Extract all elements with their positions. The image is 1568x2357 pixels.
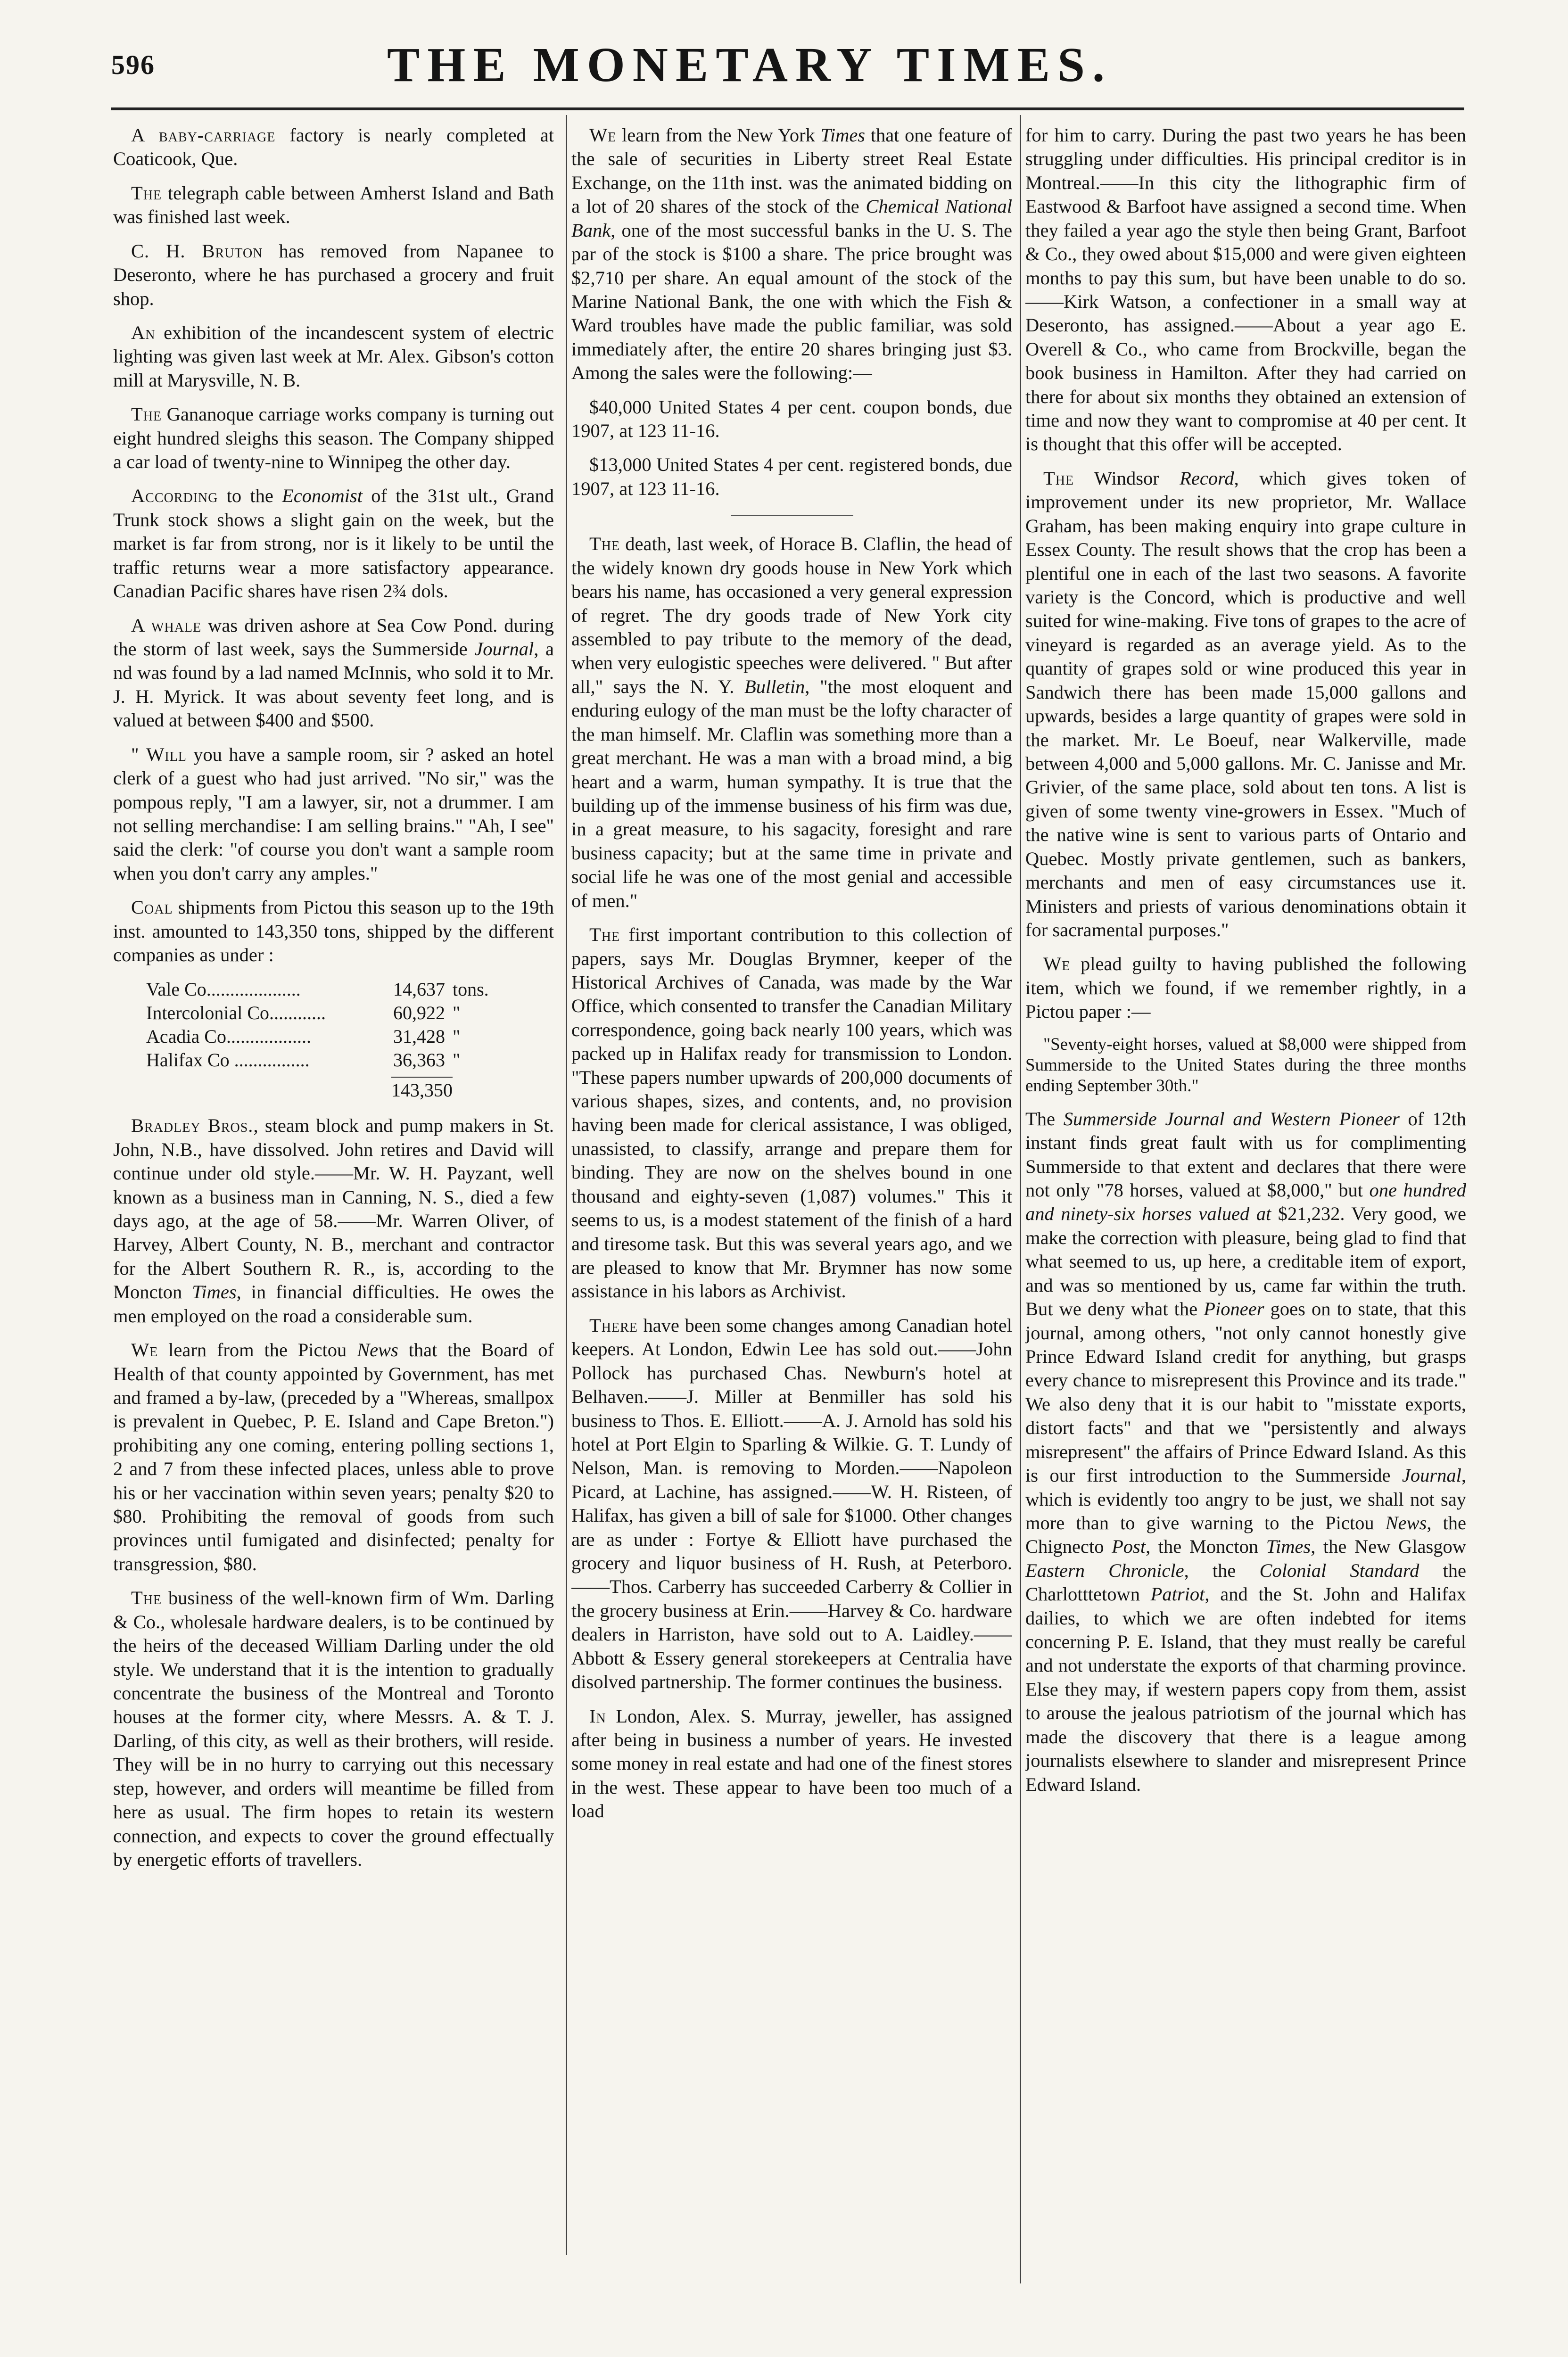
article-paragraph: A whale was driven ashore at Sea Cow Pond. during the storm of last week, says the Summerside Journal, a nd was found by a lad named McInnis, who sold it to Mr. J. H. Myrick. It was about seventy feet long, and is valued at between $400 and $500.: [113, 614, 554, 731]
article-paragraph: An exhibition of the incandescent system of electric lighting was given last week at Mr. Alex. Gibson's cotton mill at Marysville, N. B.: [113, 321, 554, 391]
article-paragraph: The first important contribution to this collection of papers, says Mr. Douglas Brymner, keeper of the Historical Archives of Canada, was made by the War Office, which consented to transfer the Canadian Military correspondence, going back nearly 100 years, which was packed up in Halifax ready for transmission to London. "These papers number upwards of 200,000 documents of various shapes, sizes, and contents, and, no provision having been made for clerical assistance, I was obliged, unassisted, to classify, arrange and prepare them for binding. They are now on the shelves bound in one thousand and eighty-seven (1,087) volumes." This it seems to us, is a modest statement of the finish of a hard and tiresome task. But this was several years ago, and we are pleased to know that Mr. Brymner has now some assistance in his labors as Archivist.: [571, 924, 1012, 1302]
article-paragraph: In London, Alex. S. Murray, jeweller, has assigned after being in business a number of years. He invested some money in real estate and had one of the finest stores in the west. These appear to have been too much of a load: [571, 1705, 1012, 1822]
article-paragraph: The Windsor Record, which gives token of improvement under its new proprietor, Mr. Wallace Graham, has been making enquiry into grape culture in Essex County. The result shows that the crop has been a plentiful one in each of the last two seasons. A favorite variety is the Concord, which is productive and well suited for wine-making. Five tons of grapes to the acre of vineyard is regarded as an average yield. As to the quantity of grapes sold or wine produced this year in Sandwich there has been made 15,000 gallons and upwards, besides a large quantity of grapes were sold in the market. Mr. Le Boeuf, near Walkerville, made between 4,000 and 5,000 gallons. Mr. C. Janisse and Mr. Grivier, of the same place, sold about ten tons. A list is given of some twenty vine-growers in Essex. "Much of the native wine is sent to various parts of Ontario and Quebec. Mostly private gentlemen, such as bankers, merchants and men of easy circumstances use it. Ministers and priests of various denominations obtain it for sacramental purposes.": [1025, 467, 1466, 940]
article-paragraph: The Gananoque carriage works company is turning out eight hundred sleighs this season. The Company shipped a car load of twenty-nine to Winnipeg the other day.: [113, 404, 554, 473]
coal-total: 143,350: [113, 1079, 554, 1102]
coal-shipments-table: [146, 978, 504, 1072]
article-paragraph: A baby-carriage factory is nearly completed at Coaticook, Que.: [113, 124, 554, 170]
page-number: 596: [111, 49, 155, 80]
article-paragraph: There have been some changes among Canadian hotel keepers. At London, Edwin Lee has sold out.——John Pollock has purchased Chas. Newburn's hotel at Belhaven.——J. Miller at Benmiller has sold his business to Thos. E. Elliott.——A. J. Arnold has sold his hotel at Port Elgin to Sparling & Wilkie. G. T. Lundy of Nelson, Man. is removing to Morden.——Napoleon Picard, at Lachine, has assigned.——W. H. Risteen, of Halifax, has given a bill of sale for $1000. Other changes are as under : Fortye & Elliott have purchased the grocery and liquor business of H. Rush, at Peterboro.——Thos. Carberry has succeeded Carberry & Collier in the grocery business at Erin.——Harvey & Co. hardware dealers in Harriston, have sold out to A. Laidley.——Abbott & Essery general storekeepers at Centralia have disolved partnership. The former continues the business.: [571, 1314, 1012, 1693]
article-paragraph: We learn from the New York Times that one feature of the sale of securities in Liberty street Real Estate Exchange, on the 11th inst. was the animated bidding on a lot of 20 shares of the stock of the Chemical National Bank, one of the most successful banks in the U. S. The par of the stock is $100 a share. The price brought was $2,710 per share. An equal amount of the stock of the Marine National Bank, the one with which the Fish & Ward troubles have made the public familiar, was sold immediately after, the entire 20 shares bringing just $3. Among the sales were the following:—: [571, 124, 1012, 384]
article-paragraph: " Will you have a sample room, sir ? asked an hotel clerk of a guest who had just arrived. "No sir," was the pompous reply, "I am a lawyer, sir, not a drummer. I am not selling merchandise: I am selling brains." "Ah, I see" said the clerk: "of course you don't want a sample room when you don't carry any amples.": [113, 743, 554, 884]
article-paragraph: for him to carry. During the past two years he has been struggling under difficulties. His principal creditor is in Montreal.——In this city the lithographic firm of Eastwood & Barfoot have assigned a second time. When they failed a year ago the style then being Grant, Barfoot & Co., they owed about $15,000 and were given eighteen months to pay this sum, but have been unable to do so.——Kirk Watson, a confectioner in a small way at Deseronto, has assigned.——About a year ago E. Overell & Co., who came from Brockville, began the book business in Hamilton. After they had carried on there for about six months they obtained an extension of time and now they want to compromise at 40 per cent. It is thought that this offer will be accepted.: [1025, 124, 1466, 455]
column-2: [571, 124, 1012, 2283]
article-paragraph: The death, last week, of Horace B. Claflin, the head of the widely known dry goods house in New York which bears his name, has occasioned a very general expression of regret. The dry goods trade of New York city assembled to pay tribute to the memory of the dead, when very eulogistic speeches were delivered. " But after all," says the N. Y. Bulletin, "the most eloquent and enduring eulogy of the man must be the lofty character of the man himself. Mr. Claflin was something more than a great merchant. He was a man with a broad mind, a big heart and a warm, human sympathy. It is true that the building up of the immense business of his firm was due, in a great measure, to his sagacity, foresight and rare business capacity; but at the same time in private and social life he was one of the most genial and accessible of men.": [571, 533, 1012, 911]
column-divider: [566, 115, 567, 2255]
table-row: Acadia Co.................. 31,428 ": [146, 1025, 461, 1047]
article-paragraph: Coal shipments from Pictou this season up to the 19th inst. amounted to 143,350 tons, shipped by the different companies as under :: [113, 897, 554, 966]
article-paragraph: The telegraph cable between Amherst Island and Bath was finished last week.: [113, 182, 554, 228]
article-paragraph: The business of the well-known firm of Wm. Darling & Co., wholesale hardware dealers, is to be continued by the heirs of the deceased William Darling under the old style. We understand that it is the intention to gradually concentrate the business of the Montreal and Toronto houses at the former city, where Messrs. A. & T. J. Darling, of this city, as well as their brothers, will reside. They will be in no hurry to carrying out this necessary step, however, and orders will meantime be filled from here as usual. The firm hopes to retain its western connection, and expects to cover the ground effectually by energetic efforts of travellers.: [113, 1587, 554, 1870]
article-paragraph: $13,000 United States 4 per cent. registered bonds, due 1907, at 123 11-16.: [571, 454, 1012, 499]
article-paragraph: The Summerside Journal and Western Pioneer of 12th instant finds great fault with us for complimenting Summerside to that extent and declares that there were not only "78 horses, valued at $8,000," but one hundred and ninety-six horses valued at $21,232. Very good, we make the correction with pleasure, being glad to find that what seemed to us, up here, a creditable item of export, and was so mentioned by us, came far within the truth. But we deny what the Pioneer goes on to state, that this journal, among others, "not only cannot honestly give Prince Edward Island credit for anything, but grasps every chance to misrepresent this Province and its trade." We also deny that it is our habit to "misstate exports, distort facts" and that we "persistently and always misrepresent" the affairs of Prince Edward Island. As this is our first introduction to the Summerside Journal, which is evidently too angry to be just, we shall not say more than to give warning to the Pictou News, the Chignecto Post, the Moncton Times, the New Glasgow Eastern Chronicle, the Colonial Standard the Charlotttetown Patriot, and the St. John and Halifax dailies, to which we are often indebted for items concerning P. E. Island, that they must really be careful and not understate the exports of that charming province. Else they may, if western papers copy from them, assist to arouse the jealous patriotism of the journal which has made the discovery that there is a league among journalists elsewhere to slander and misrepresent Prince Edward Island.: [1025, 1108, 1466, 1795]
article-paragraph: C. H. Bruton has removed from Napanee to Deseronto, where he has purchased a grocery and fruit shop.: [113, 240, 554, 309]
quoted-item: "Seventy-eight horses, valued at $8,000 were shipped from Summerside to the United States during the three months ending September 30th.": [1025, 1034, 1466, 1096]
masthead-title: THE MONETARY TIMES.: [387, 38, 1112, 92]
article-paragraph: Bradley Bros., steam block and pump makers in St. John, N.B., have dissolved. John retires and David will continue under old style.——Mr. W. H. Payzant, well known as a business man in Canning, N. S., died a few days ago, at the age of 58.——Mr. Warren Oliver, of Harvey, Albert County, N. B., merchant and contractor for the Albert Southern R. R., is, according to the Moncton Times, in financial difficulties. He owes the men employed on the road a considerable sum.: [113, 1115, 554, 1327]
table-row: Halifax Co ................ 36,363 ": [146, 1049, 461, 1071]
column-3: [1025, 124, 1466, 2283]
table-row: Vale Co.................... 14,637 tons.: [146, 978, 489, 1000]
header-rule: [111, 107, 1464, 110]
article-paragraph: $40,000 United States 4 per cent. coupon bonds, due 1907, at 123 11-16.: [571, 396, 1012, 442]
section-divider: [731, 515, 853, 516]
column-1: [113, 124, 554, 2283]
article-paragraph: We plead guilty to having published the following item, which we found, if we remember rightly, in a Pictou paper :—: [1025, 953, 1466, 1022]
article-paragraph: We learn from the Pictou News that the Board of Health of that county appointed by Government, has met and framed a by-law, (preceded by a "Whereas, smallpox is prevalent in Quebec, P. E. Island and Cape Breton.") prohibiting any one coming, entering polling sections 1, 2 and 7 from these infected places, unless able to prove his or her vaccination within seven years; penalty $20 to $80. Prohibiting the removal of goods from such provinces until fumigated and disinfected; penalty for transgression, $80.: [113, 1339, 554, 1574]
article-paragraph: According to the Economist of the 31st ult., Grand Trunk stock shows a slight gain on the week, but the market is far from strong, nor is it likely to be until the traffic returns wear a more satisfactory appearance. Canadian Pacific shares have risen 2¾ dols.: [113, 485, 554, 602]
column-divider: [1020, 115, 1021, 2283]
table-row: Intercolonial Co............ 60,922 ": [146, 1002, 461, 1023]
